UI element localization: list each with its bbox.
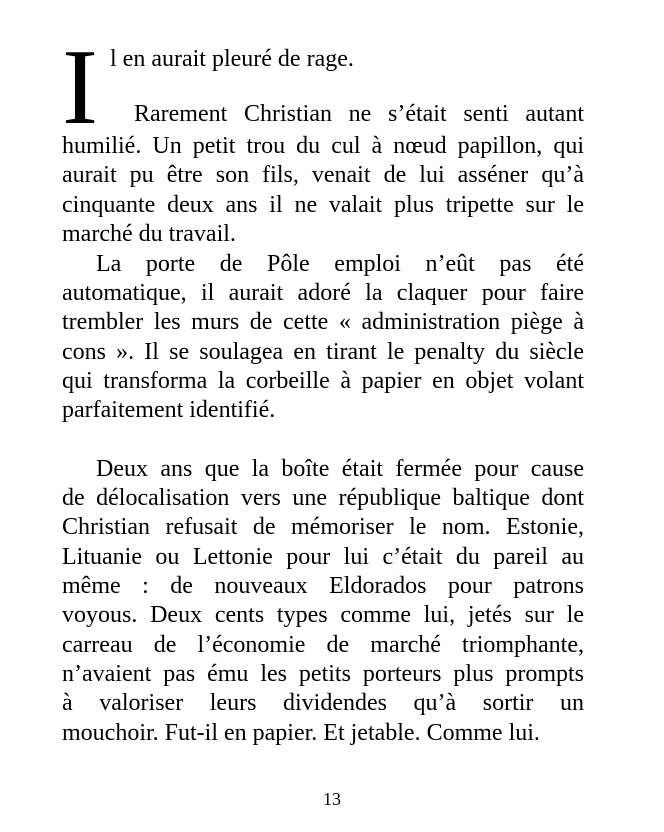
text-line: aurait pu être son fils, venait de lui asséner qu’à xyxy=(62,162,584,188)
page-number: 13 xyxy=(323,789,341,809)
text-line: qui transforma la corbeille à papier en objet volant xyxy=(62,368,584,394)
text-line: trembler les murs de cette « administration piège à xyxy=(62,309,584,335)
text-line: cinquante deux ans il ne valait plus tripette sur le xyxy=(62,192,584,218)
text-line: marché du travail. xyxy=(62,221,236,247)
text-line: n’avaient pas ému les petits porteurs plus prompts xyxy=(62,661,584,687)
text-line: automatique, il aurait adoré la claquer pour faire xyxy=(62,280,584,306)
text-line: Lituanie ou Lettonie pour lui c’était du pareil au xyxy=(62,544,584,570)
text-line: Deux ans que la boîte était fermée pour cause xyxy=(96,456,584,482)
text-line: mouchoir. Fut-il en papier. Et jetable. Comme lui. xyxy=(62,720,540,746)
text-line: voyous. Deux cents types comme lui, jetés sur le xyxy=(62,602,584,628)
text-line: de délocalisation vers une république baltique dont xyxy=(62,485,584,511)
text-line: cons ». Il se soulagea en tirant le penalty du siècle xyxy=(62,339,584,365)
text-line: humilié. Un petit trou du cul à nœud papillon, qui xyxy=(62,133,584,159)
text-line: Christian refusait de mémoriser le nom. Estonie, xyxy=(62,514,584,540)
text-line: carreau de l’économie de marché triomphante, xyxy=(62,632,584,658)
text-line: Rarement Christian ne s’était senti autant xyxy=(134,101,584,127)
text-line: même : de nouveaux Eldorados pour patrons xyxy=(62,573,584,599)
text-line: l en aurait pleuré de rage. xyxy=(110,46,354,72)
text-line: à valoriser leurs dividendes qu’à sortir un xyxy=(62,690,584,716)
text-line: parfaitement identifié. xyxy=(62,397,276,423)
text-line: La porte de Pôle emploi n’eût pas été xyxy=(96,251,584,277)
drop-cap: I xyxy=(62,28,98,147)
